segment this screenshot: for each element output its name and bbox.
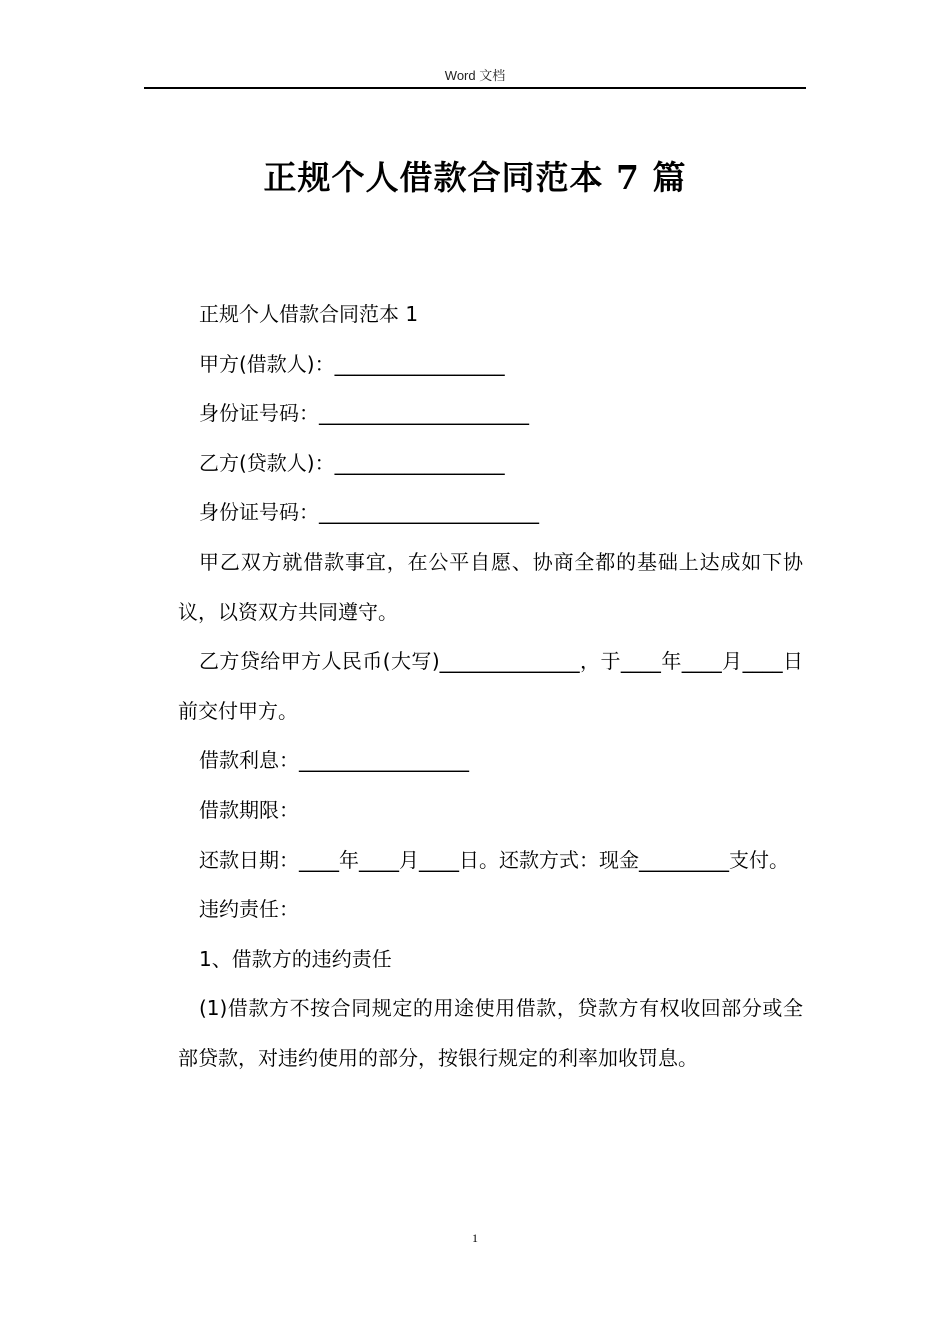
loan-amount-clause: 乙方贷给甲方人民币(大写)______________，于____年____月____日前交付甲方。 — [178, 649, 803, 723]
loan-term-field: 借款期限： — [199, 797, 299, 822]
header-divider — [144, 87, 806, 89]
document-body — [178, 290, 803, 1084]
repayment-clause: 还款日期：____年____月____日。还款方式：现金_________支付。 — [199, 847, 789, 872]
party-b-field: 乙方(贷款人)：_________________ — [199, 450, 505, 475]
party-a-id-field: 身份证号码：_____________________ — [199, 401, 529, 426]
loan-interest-field: 借款利息：_________________ — [199, 748, 469, 773]
liability-item-1: (1)借款方不按合同规定的用途使用借款，贷款方有权收回部分或全部贷款，对违约使用的部分，按银行规定的利率加收罚息。 — [178, 996, 803, 1070]
section-heading: 正规个人借款合同范本 1 — [199, 302, 419, 326]
document-header-label: Word 文档 — [444, 68, 506, 83]
document-title: 正规个人借款合同范本 7 篇 — [263, 158, 687, 197]
liability-heading: 违约责任： — [199, 897, 299, 922]
page-number: 1 — [472, 1231, 478, 1245]
agreement-preamble: 甲乙双方就借款事宜，在公平自愿、协商全都的基础上达成如下协议，以资双方共同遵守。 — [178, 549, 803, 624]
party-a-field: 甲方(借款人)：_________________ — [199, 351, 505, 376]
borrower-liability-heading: 1、借款方的违约责任 — [199, 946, 392, 971]
party-b-id-field: 身份证号码：______________________ — [199, 500, 539, 525]
